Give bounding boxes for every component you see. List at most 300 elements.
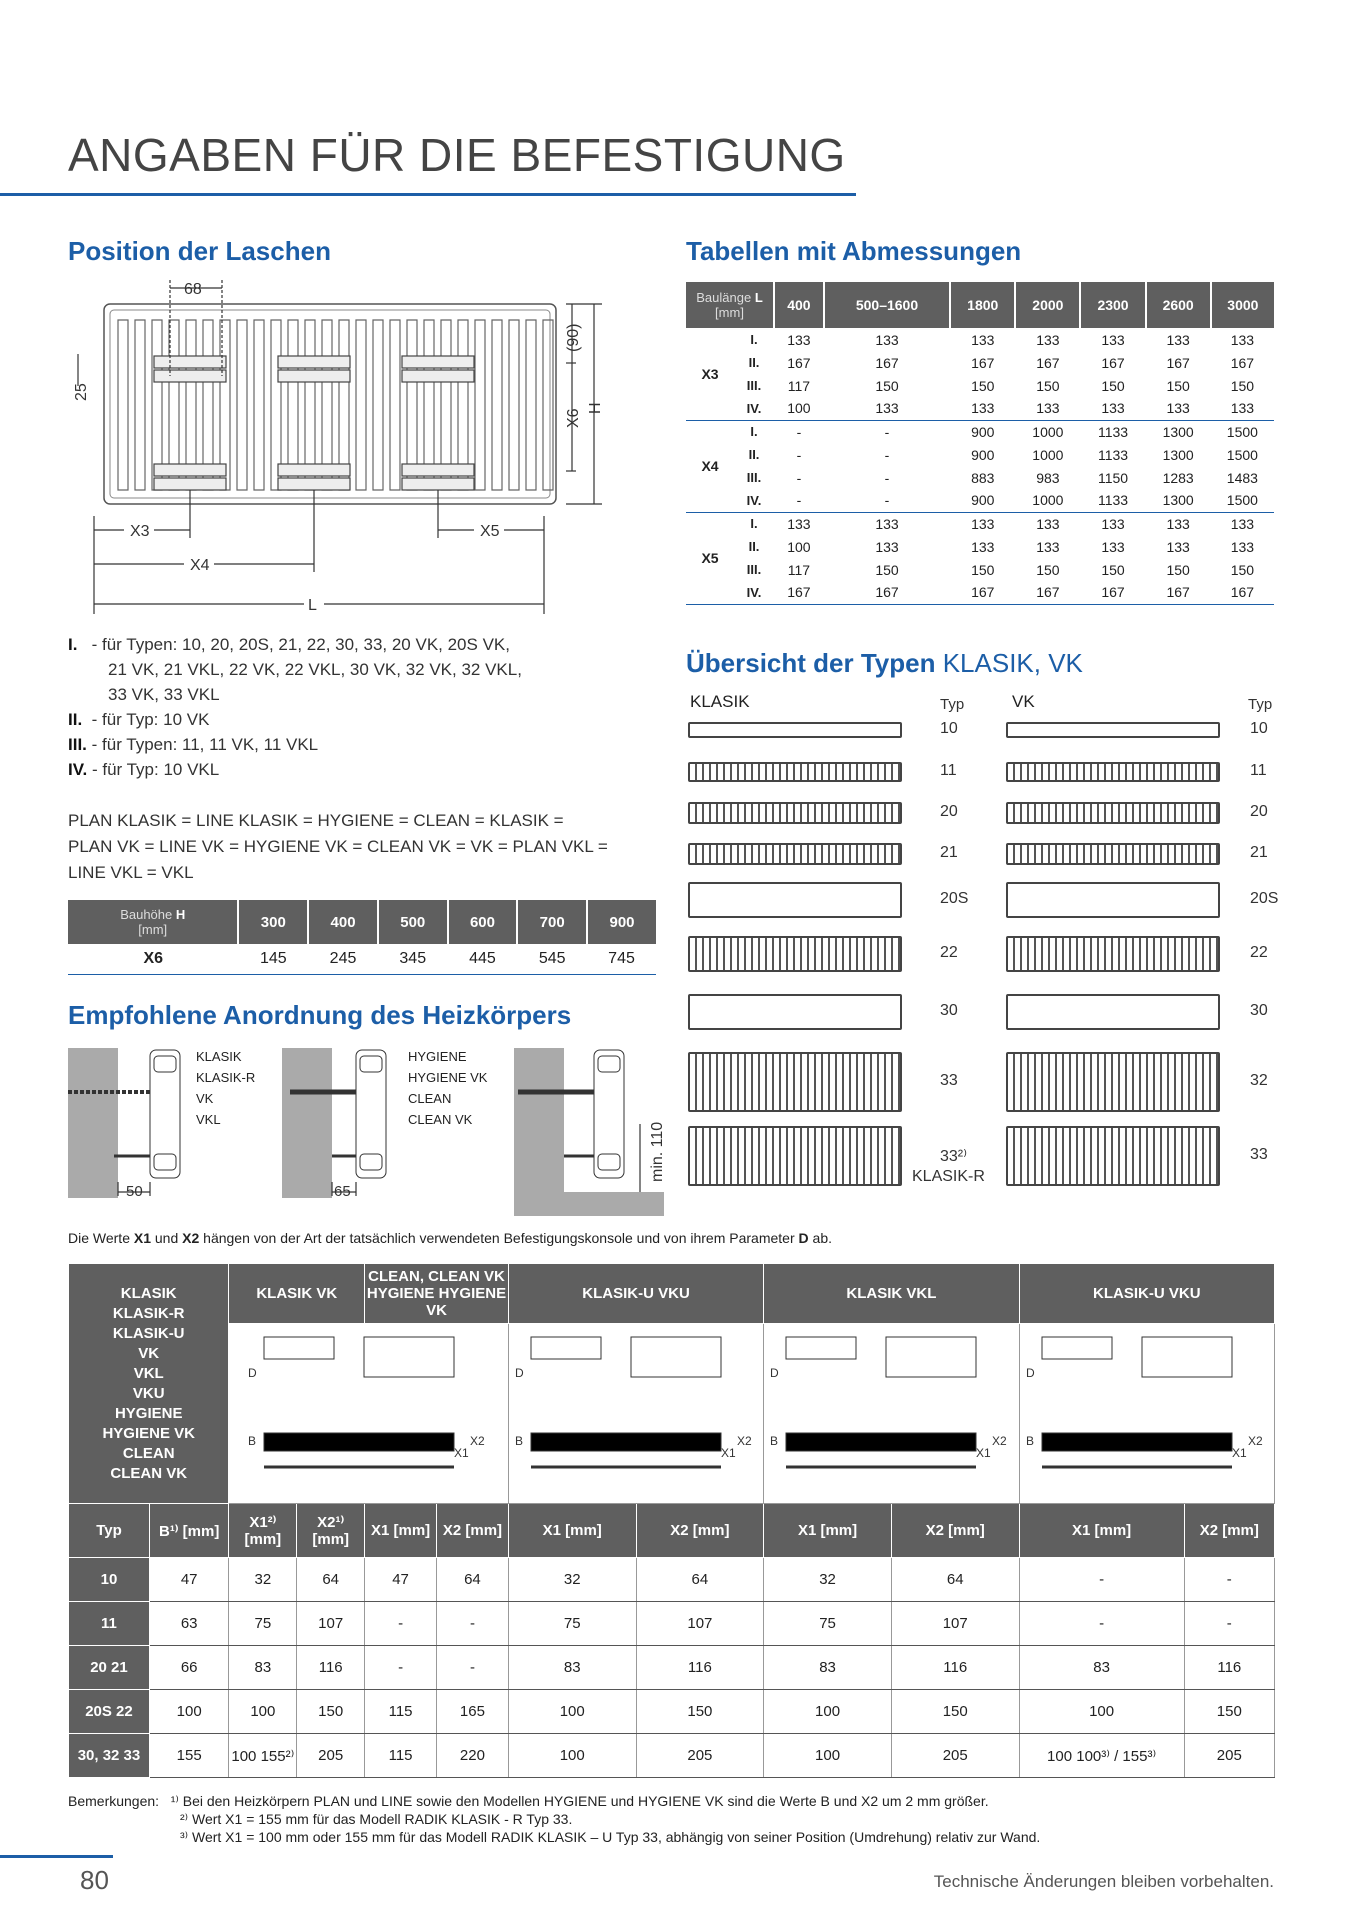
type-illustration [1006,762,1220,782]
bracket-col-header: X1 [mm] [508,1504,636,1558]
bracket-value: 83 [1019,1646,1184,1690]
dim-value: 133 [1101,515,1125,532]
type-illustration [688,762,902,782]
mount-label: HYGIENE VK [408,1070,488,1085]
height-value: 445 [448,944,518,974]
sketch-letter-b: B [515,1433,524,1448]
type-illustration [1006,936,1220,972]
sketch-letter-x1: X1 [721,1445,736,1460]
model-name: VK [138,1344,160,1362]
x5-label: X5 [480,523,500,540]
dim-value: 1133 [1097,423,1129,440]
bracket-value: 150 [297,1690,365,1734]
sketch-top-radiator [531,1337,601,1359]
dim-value: 167 [787,354,811,371]
bracket-col-header: X1 [mm] [764,1504,892,1558]
mount-label: VK [196,1091,214,1106]
mount-group2-labels [408,1046,487,1130]
sketch-letter-x2: X2 [992,1433,1008,1448]
dim-row-roman: II. [748,539,760,554]
note-x1: X1 [133,1230,151,1246]
dim-row-roman: I. [750,516,758,532]
dim-value: 133 [875,538,899,555]
vk-column-header: VK [1012,692,1035,711]
bracket-value: 116 [636,1646,764,1690]
bracket-value: - [437,1646,509,1690]
dim-value: 983 [1036,469,1060,486]
mount-dim-min110: min. 110 [649,1121,666,1182]
bracket-value: - [1019,1558,1184,1602]
bracket-value: - [1019,1602,1184,1646]
sketch-top-radiator [1042,1337,1112,1359]
dim-value: 1000 [1032,446,1064,463]
note-text: - für Typen: 10, 20, 20S, 21, 22, 30, 33, 20 VK, 20S VK, [91,635,510,654]
bracket-value: 100 [149,1690,228,1734]
dim-value: 1283 [1162,469,1194,486]
klasik-type-number: 33 [940,1072,958,1089]
note-text: - für Typ: 10 VKL [91,760,220,779]
dim-value: 133 [1230,515,1255,532]
bracket-value: 116 [1184,1646,1274,1690]
type-illustration [688,843,902,865]
height-value: 145 [238,944,308,974]
note-line [68,657,522,682]
note-text: 21 VK, 21 VKL, 22 VK, 22 VKL, 30 VK, 32 VK, 32 VKL, [108,660,522,679]
dim-value: 133 [1230,538,1255,555]
equivalence-line: PLAN VK = LINE VK = HYGIENE VK = CLEAN VK = VK = PLAN VKL = [68,837,608,856]
sketch-letter-d: D [770,1365,780,1380]
bracket-col-header: X2 [mm] [636,1504,764,1558]
bracket-table [68,1263,1275,1778]
dim-value: 133 [1036,515,1060,532]
vk-typ-header: Typ [1248,696,1273,713]
footer-note: Technische Änderungen bleiben vorbehalten. [933,1872,1274,1891]
klasik-type-number: 22 [940,944,958,961]
dim-value: 133 [1101,538,1125,555]
dim-value: 167 [1101,354,1125,371]
dim-value: 133 [875,331,899,348]
sketch-side-radiator [1142,1337,1232,1377]
group-header: CLEAN, CLEAN VK HYGIENE HYGIENE VK [365,1264,509,1324]
type-illustration [688,1126,902,1186]
dim-value: 167 [1230,354,1255,371]
note-post: ab. [808,1230,832,1246]
dim-row-roman: I. [750,332,758,347]
models-cell [69,1264,229,1504]
dim-table-row [686,443,1274,466]
dim-value: 150 [1036,377,1060,394]
dim-value: 167 [950,581,1015,604]
height-value: 345 [378,944,448,974]
bracket-sketch [244,1327,494,1497]
height-col-header: 500 [378,900,448,944]
equivalence-line: LINE VKL = VKL [68,863,194,882]
sketch-letter-d: D [515,1365,524,1380]
bracket-value: 116 [297,1646,365,1690]
dim-col-header: 400 [774,282,824,328]
dim-value: 150 [1101,561,1125,578]
dim-value: 1300 [1162,423,1194,440]
group-header: KLASIK-U VKU [1019,1264,1274,1324]
dim-value: 1300 [1162,446,1194,463]
dim-25-label: 25 [73,383,90,401]
dim-row-roman: IV. [734,581,774,604]
bracket-col-header: Typ [69,1504,150,1558]
l-label: L [308,597,317,614]
dim-col-header: 2600 [1146,282,1211,328]
type-illustration [1006,802,1220,824]
note-num: IV. [68,760,88,779]
dim-value: 133 [1101,331,1125,348]
dim-row-roman: IV. [734,397,774,420]
sketch-letter-b: B [1025,1433,1034,1448]
bracket-drawing-4 [1019,1324,1274,1504]
bracket-value: 115 [365,1690,437,1734]
note-mid1: und [151,1230,183,1246]
note-text: 33 VK, 33 VKL [108,685,220,704]
dim-row-roman: III. [746,378,762,393]
sketch-letter-d: D [247,1365,257,1380]
model-name: KLASIK [120,1284,177,1302]
note-num: III. [68,735,87,754]
dim-value: 167 [1080,581,1145,604]
sketch-letter-x2: X2 [469,1433,485,1448]
remark-1: ¹⁾ Bei den Heizkörpern PLAN und LINE sowie den Modellen HYGIENE und HYGIENE VK sind die Werte B und X2 um 2 mm größer. [170,1793,989,1809]
dim-value: - [824,489,950,512]
corner-unit: [mm] [715,305,744,320]
model-name: HYGIENE VK [102,1424,195,1442]
dim-90-label: (90) [565,323,582,352]
dim-value: 167 [1146,581,1211,604]
note-line [68,732,522,757]
sketch-letter-b: B [247,1433,256,1448]
height-col-header: 900 [587,900,656,944]
height-col-header: 400 [308,900,378,944]
klasik-type-number: 11 [940,762,957,779]
type-illustration [688,936,902,972]
section-heading-anordnung: Empfohlene Anordnung des Heizkörpers [68,1000,572,1030]
section-heading-uebersicht [686,648,1083,679]
bracket-value: 64 [636,1558,764,1602]
dim-value: 150 [971,561,995,578]
dim-value: 1133 [1097,446,1129,463]
klasik-type-number: 33²⁾ [940,1148,968,1165]
remarks [68,1792,1040,1846]
bracket-value: 150 [891,1690,1019,1734]
klasik-type-number: 21 [940,844,958,861]
height-value: 545 [517,944,587,974]
bracket-value: 64 [297,1558,365,1602]
model-name: KLASIK-U [112,1324,185,1342]
mount-label: CLEAN [408,1091,452,1106]
mount-label: CLEAN VK [408,1112,473,1127]
bracket-table-row [69,1690,1275,1734]
corner-unit: [mm] [138,922,168,937]
corner-label: Bauhöhe [120,907,173,922]
klasik-type-number: 10 [940,720,958,737]
type-illustration [688,994,902,1030]
bracket-value: 32 [508,1558,636,1602]
sketch-bottom-radiator [264,1433,454,1451]
dim-value: 1500 [1226,446,1258,463]
bracket-value: 205 [891,1734,1019,1778]
vk-type-number: 21 [1250,844,1268,861]
dim-value: 133 [971,331,995,348]
bracket-col-header: B¹⁾ [mm] [149,1504,228,1558]
bracket-drawing-1 [229,1324,508,1504]
x6-label: X6 [565,408,582,428]
bracket-value: - [437,1602,509,1646]
bracket-value: 100 [1019,1690,1184,1734]
height-table-corner [68,900,238,944]
dim-value: 133 [971,538,995,555]
dim-col-header: 2300 [1080,282,1145,328]
dim-value: 167 [1015,581,1080,604]
type-illustration [688,882,902,918]
dim-value: 883 [971,469,995,486]
dim-value: 133 [824,397,950,420]
bracket-value: 116 [891,1646,1019,1690]
dim-table-row [686,328,1274,351]
klasik-type-number: 20 [940,803,958,820]
note-line [68,682,522,707]
model-name: HYGIENE [114,1404,183,1422]
dim-col-header: 1800 [950,282,1015,328]
sketch-side-radiator [631,1337,721,1377]
dim-value: 1300 [1146,489,1211,512]
bracket-drawing-2 [508,1324,763,1504]
dim-value: 900 [971,423,995,440]
bracket-col-header: X2 [mm] [891,1504,1019,1558]
bracket-value: 83 [764,1646,892,1690]
dim-value: 133 [1166,515,1190,532]
bracket-value: 150 [636,1690,764,1734]
bracket-value: 64 [891,1558,1019,1602]
bracket-col-header: X1 [mm] [1019,1504,1184,1558]
note-mid2: hängen von der Art der tatsächlich verwendeten Befestigungskonsole und von ihrem Parameter [199,1230,799,1246]
bracket-table-row [69,1602,1275,1646]
dim-table-row [686,581,1274,604]
height-value: 245 [308,944,378,974]
sketch-letter-x2: X2 [737,1433,752,1448]
dim-table-row [686,351,1274,374]
vk-type-number: 10 [1250,720,1268,737]
dim-value: 133 [971,515,995,532]
height-table [68,900,656,975]
type-illustration [688,1052,902,1112]
dim-value: 150 [971,377,995,394]
dim-value: 1000 [1015,489,1080,512]
note-line [68,632,522,657]
bracket-table-row [69,1646,1275,1690]
vk-type-number: 20S [1250,890,1279,907]
dim-value: 1500 [1211,489,1274,512]
dim-value: 150 [875,377,899,394]
dim-col-header: 3000 [1211,282,1274,328]
dim-value: - [884,423,890,440]
dim-value: 117 [787,377,811,394]
corner-bold: L [754,290,763,305]
dim-value: 1133 [1080,489,1145,512]
dim-value: 150 [1230,561,1255,578]
model-equivalences [68,808,668,886]
sketch-top-radiator [786,1337,856,1359]
sketch-letter-d: D [1025,1365,1035,1380]
dim-table-corner [686,282,774,328]
dim-value: 167 [774,581,824,604]
dim-value: 133 [950,397,1015,420]
bracket-value: 107 [297,1602,365,1646]
bracket-value: 205 [636,1734,764,1778]
bracket-value: 205 [1184,1734,1274,1778]
dim-value: 167 [971,354,995,371]
footer-divider [0,1855,113,1858]
page-title: ANGABEN FÜR DIE BEFESTIGUNG [68,129,846,181]
sketch-letter-b: B [770,1433,779,1448]
dim-value: 150 [875,561,899,578]
section-heading-laschen: Position der Laschen [68,236,331,266]
note-text: - für Typen: 11, 11 VK, 11 VKL [91,735,319,754]
type-illustration [1006,843,1220,865]
equivalence-line: PLAN KLASIK = LINE KLASIK = HYGIENE = CLEAN = KLASIK = [68,811,564,830]
corner-bold: H [175,907,186,922]
sketch-letter-x2: X2 [1247,1433,1263,1448]
note-num: I. [68,635,78,654]
dim-value: 150 [1036,561,1060,578]
height-row-label: X6 [68,944,238,974]
bracket-row-type: 11 [69,1602,150,1646]
klasik-column-header: KLASIK [690,692,750,711]
bracket-col-header: X2 [mm] [437,1504,509,1558]
group-header: KLASIK-U VKU [508,1264,763,1324]
dim-value: 133 [1211,397,1274,420]
vk-type-number: 33 [1250,1146,1268,1163]
dim-row-roman: IV. [734,489,774,512]
dim-value: 1483 [1226,469,1258,486]
bracket-value: 83 [229,1646,297,1690]
dim-table-row [686,558,1274,581]
sketch-bottom-radiator [1042,1433,1232,1451]
dim-value: 167 [1036,354,1060,371]
dim-table-row [686,374,1274,397]
x4-label: X4 [190,557,210,574]
dim-value: 133 [1015,397,1080,420]
sketch-top-radiator [264,1337,334,1359]
dimensions-table [686,282,1274,605]
bracket-drawing-3 [764,1324,1019,1504]
bracket-table-row [69,1734,1275,1778]
dim-value: 167 [1166,354,1190,371]
klasik-typ-header: Typ [940,696,965,713]
bracket-value: 107 [891,1602,1019,1646]
bracket-row-type: 10 [69,1558,150,1602]
bracket-value: 100 [764,1734,892,1778]
dim-table-row [686,512,1274,535]
dim-value: 100 [787,538,811,555]
uebersicht-light: KLASIK, VK [942,648,1083,678]
remark-2: ²⁾ Wert X1 = 155 mm für das Modell RADIK KLASIK - R Typ 33. [180,1811,573,1827]
corner-label: Baulänge [696,290,752,305]
bracket-table-row [69,1558,1275,1602]
dim-row-roman: II. [748,447,760,462]
dim-row-roman: I. [750,424,758,440]
dim-group-label: X5 [686,512,734,604]
dim-value: 133 [1036,331,1060,348]
bracket-value: 150 [1184,1690,1274,1734]
dim-value: 900 [950,489,1015,512]
type-illustration [688,722,902,738]
remarks-label: Bemerkungen: [68,1793,160,1809]
height-col-header: 300 [238,900,308,944]
bracket-value: 100 [229,1690,297,1734]
dim-table-row [686,466,1274,489]
dim-value: 133 [875,515,899,532]
model-name: VKU [132,1384,165,1402]
bracket-col-header: X2 [mm] [1184,1504,1274,1558]
dim-value: 133 [1146,397,1211,420]
mount-label: KLASIK-R [196,1070,256,1085]
dim-value: 167 [875,354,899,371]
mounting-diagrams [68,1046,668,1216]
height-value: 745 [587,944,656,974]
bracket-value: - [1184,1558,1274,1602]
dim-value: 150 [1166,377,1190,394]
dim-value: 150 [1230,377,1255,394]
bracket-value: 66 [149,1646,228,1690]
bracket-value: 32 [229,1558,297,1602]
bracket-sketch [511,1327,761,1497]
sketch-bottom-radiator [786,1433,976,1451]
dim-col-header: 2000 [1015,282,1080,328]
bracket-value: - [1184,1602,1274,1646]
bracket-col-header: X1 [mm] [365,1504,437,1558]
dim-value: 133 [1036,538,1060,555]
sketch-letter-x1: X1 [1231,1445,1247,1460]
dim-table-row [686,535,1274,558]
klasik-type-number: 20S [940,890,969,907]
bracket-value: 47 [365,1558,437,1602]
bracket-value: - [365,1646,437,1690]
group-header: KLASIK VKL [764,1264,1019,1324]
bracket-value: - [365,1602,437,1646]
tab-position-diagram [64,276,624,616]
mount-label: KLASIK [196,1049,242,1064]
dim-row-roman: III. [746,562,762,577]
dim-table-row [686,420,1274,443]
type-illustration [1006,722,1220,738]
sketch-letter-x1: X1 [976,1445,992,1460]
bracket-value: 205 [297,1734,365,1778]
bracket-value: 32 [764,1558,892,1602]
dim-value: 1150 [1097,469,1129,486]
type-notes [68,632,522,782]
type-illustration [1006,1052,1220,1112]
bracket-row-type: 30, 32 33 [69,1734,150,1778]
dim-68-label: 68 [184,281,202,298]
dim-value: 133 [787,515,811,532]
x3-label: X3 [130,523,150,540]
bracket-value: 100 [508,1734,636,1778]
bracket-value: 47 [149,1558,228,1602]
bracket-value: 63 [149,1602,228,1646]
bracket-value: 155 [149,1734,228,1778]
dim-row-roman: II. [748,355,760,370]
note-x2: X2 [182,1230,200,1246]
bracket-row-type: 20 21 [69,1646,150,1690]
bracket-value: 165 [437,1690,509,1734]
bracket-row-type: 20S 22 [69,1690,150,1734]
dim-value: - [796,446,802,463]
